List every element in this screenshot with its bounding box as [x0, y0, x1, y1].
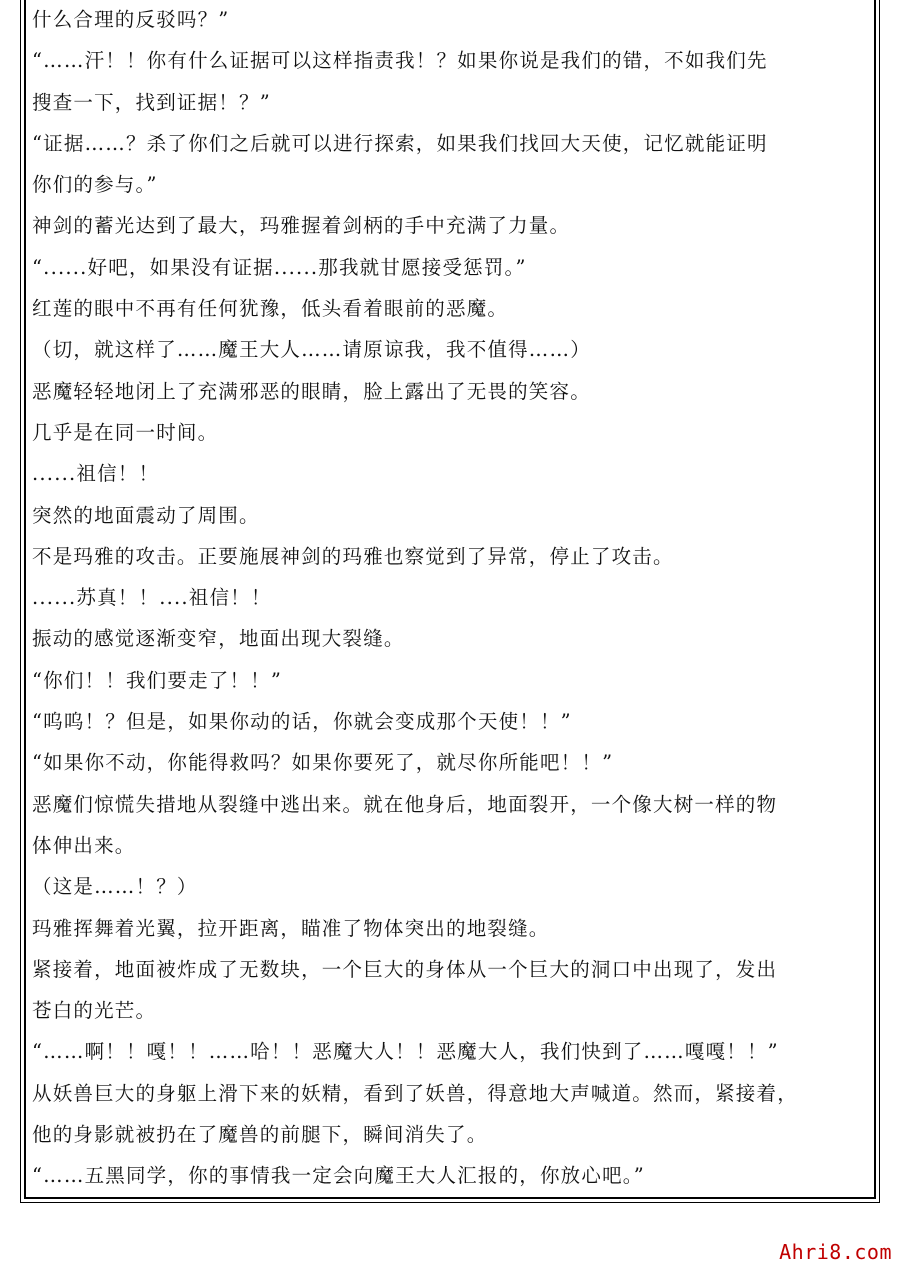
- text-line: 搜查一下，找到证据！？”: [32, 90, 271, 114]
- document-body: [32, 0, 872, 1197]
- site-watermark-link[interactable]: Ahri8.com: [779, 1240, 892, 1264]
- text-line: 振动的感觉逐渐变窄，地面出现大裂缝。: [32, 627, 405, 651]
- text-line: “……汗！！你有什么证据可以这样指责我！？如果你说是我们的错，不如我们先: [32, 49, 768, 73]
- text-line: 紧接着，地面被炸成了无数块，一个巨大的身体从一个巨大的洞口中出现了，发出: [32, 957, 778, 981]
- text-line: “呜呜！？但是，如果你动的话，你就会变成那个天使！！”: [32, 710, 572, 734]
- text-line: ......祖信！！: [32, 462, 160, 486]
- text-line: 不是玛雅的攻击。正要施展神剑的玛雅也察觉到了异常，停止了攻击。: [32, 544, 674, 568]
- text-line: （这是……！？）: [32, 875, 198, 899]
- text-line: （切，就这样了……魔王大人……请原谅我，我不值得……）: [32, 338, 591, 362]
- text-line: ......苏真！！....祖信！！: [32, 586, 272, 610]
- text-line: 从妖兽巨大的身躯上滑下来的妖精，看到了妖兽，得意地大声喊道。然而，紧接着，: [32, 1081, 798, 1105]
- text-line: “证据……？杀了你们之后就可以进行探索，如果我们找回大天使，记忆就能证明: [32, 131, 768, 155]
- text-line: “……啊！！嘎！！……哈！！恶魔大人！！恶魔大人，我们快到了……嘎嘎！！”: [32, 1040, 779, 1064]
- text-line: “你们！！我们要走了！！”: [32, 668, 283, 692]
- text-line: 突然的地面震动了周围。: [32, 503, 260, 527]
- text-line: 神剑的蓄光达到了最大，玛雅握着剑柄的手中充满了力量。: [32, 214, 571, 238]
- text-line: 恶魔轻轻地闭上了充满邪恶的眼睛，脸上露出了无畏的笑容。: [32, 379, 591, 403]
- text-line: 你们的参与。”: [32, 173, 158, 197]
- text-line: 体伸出来。: [32, 833, 136, 857]
- text-line: 玛雅挥舞着光翼，拉开距离，瞄准了物体突出的地裂缝。: [32, 916, 550, 940]
- text-line: 他的身影就被扔在了魔兽的前腿下，瞬间消失了。: [32, 1123, 488, 1147]
- text-line: 苍白的光芒。: [32, 999, 157, 1023]
- text-line: 恶魔们惊慌失措地从裂缝中逃出来。就在他身后，地面裂开，一个像大树一样的物: [32, 792, 778, 816]
- text-line: 几乎是在同一时间。: [32, 420, 219, 444]
- text-line: 红莲的眼中不再有任何犹豫，低头看着眼前的恶魔。: [32, 297, 509, 321]
- text-line: 什么合理的反驳吗？”: [32, 8, 230, 31]
- text-line: “如果你不动，你能得救吗？如果你要死了，就尽你所能吧！！”: [32, 751, 614, 775]
- text-line: “……五黑同学，你的事情我一定会向魔王大人汇报的，你放心吧。”: [32, 1164, 645, 1188]
- text-line: “......好吧，如果没有证据......那我就甘愿接受惩罚。”: [32, 255, 527, 279]
